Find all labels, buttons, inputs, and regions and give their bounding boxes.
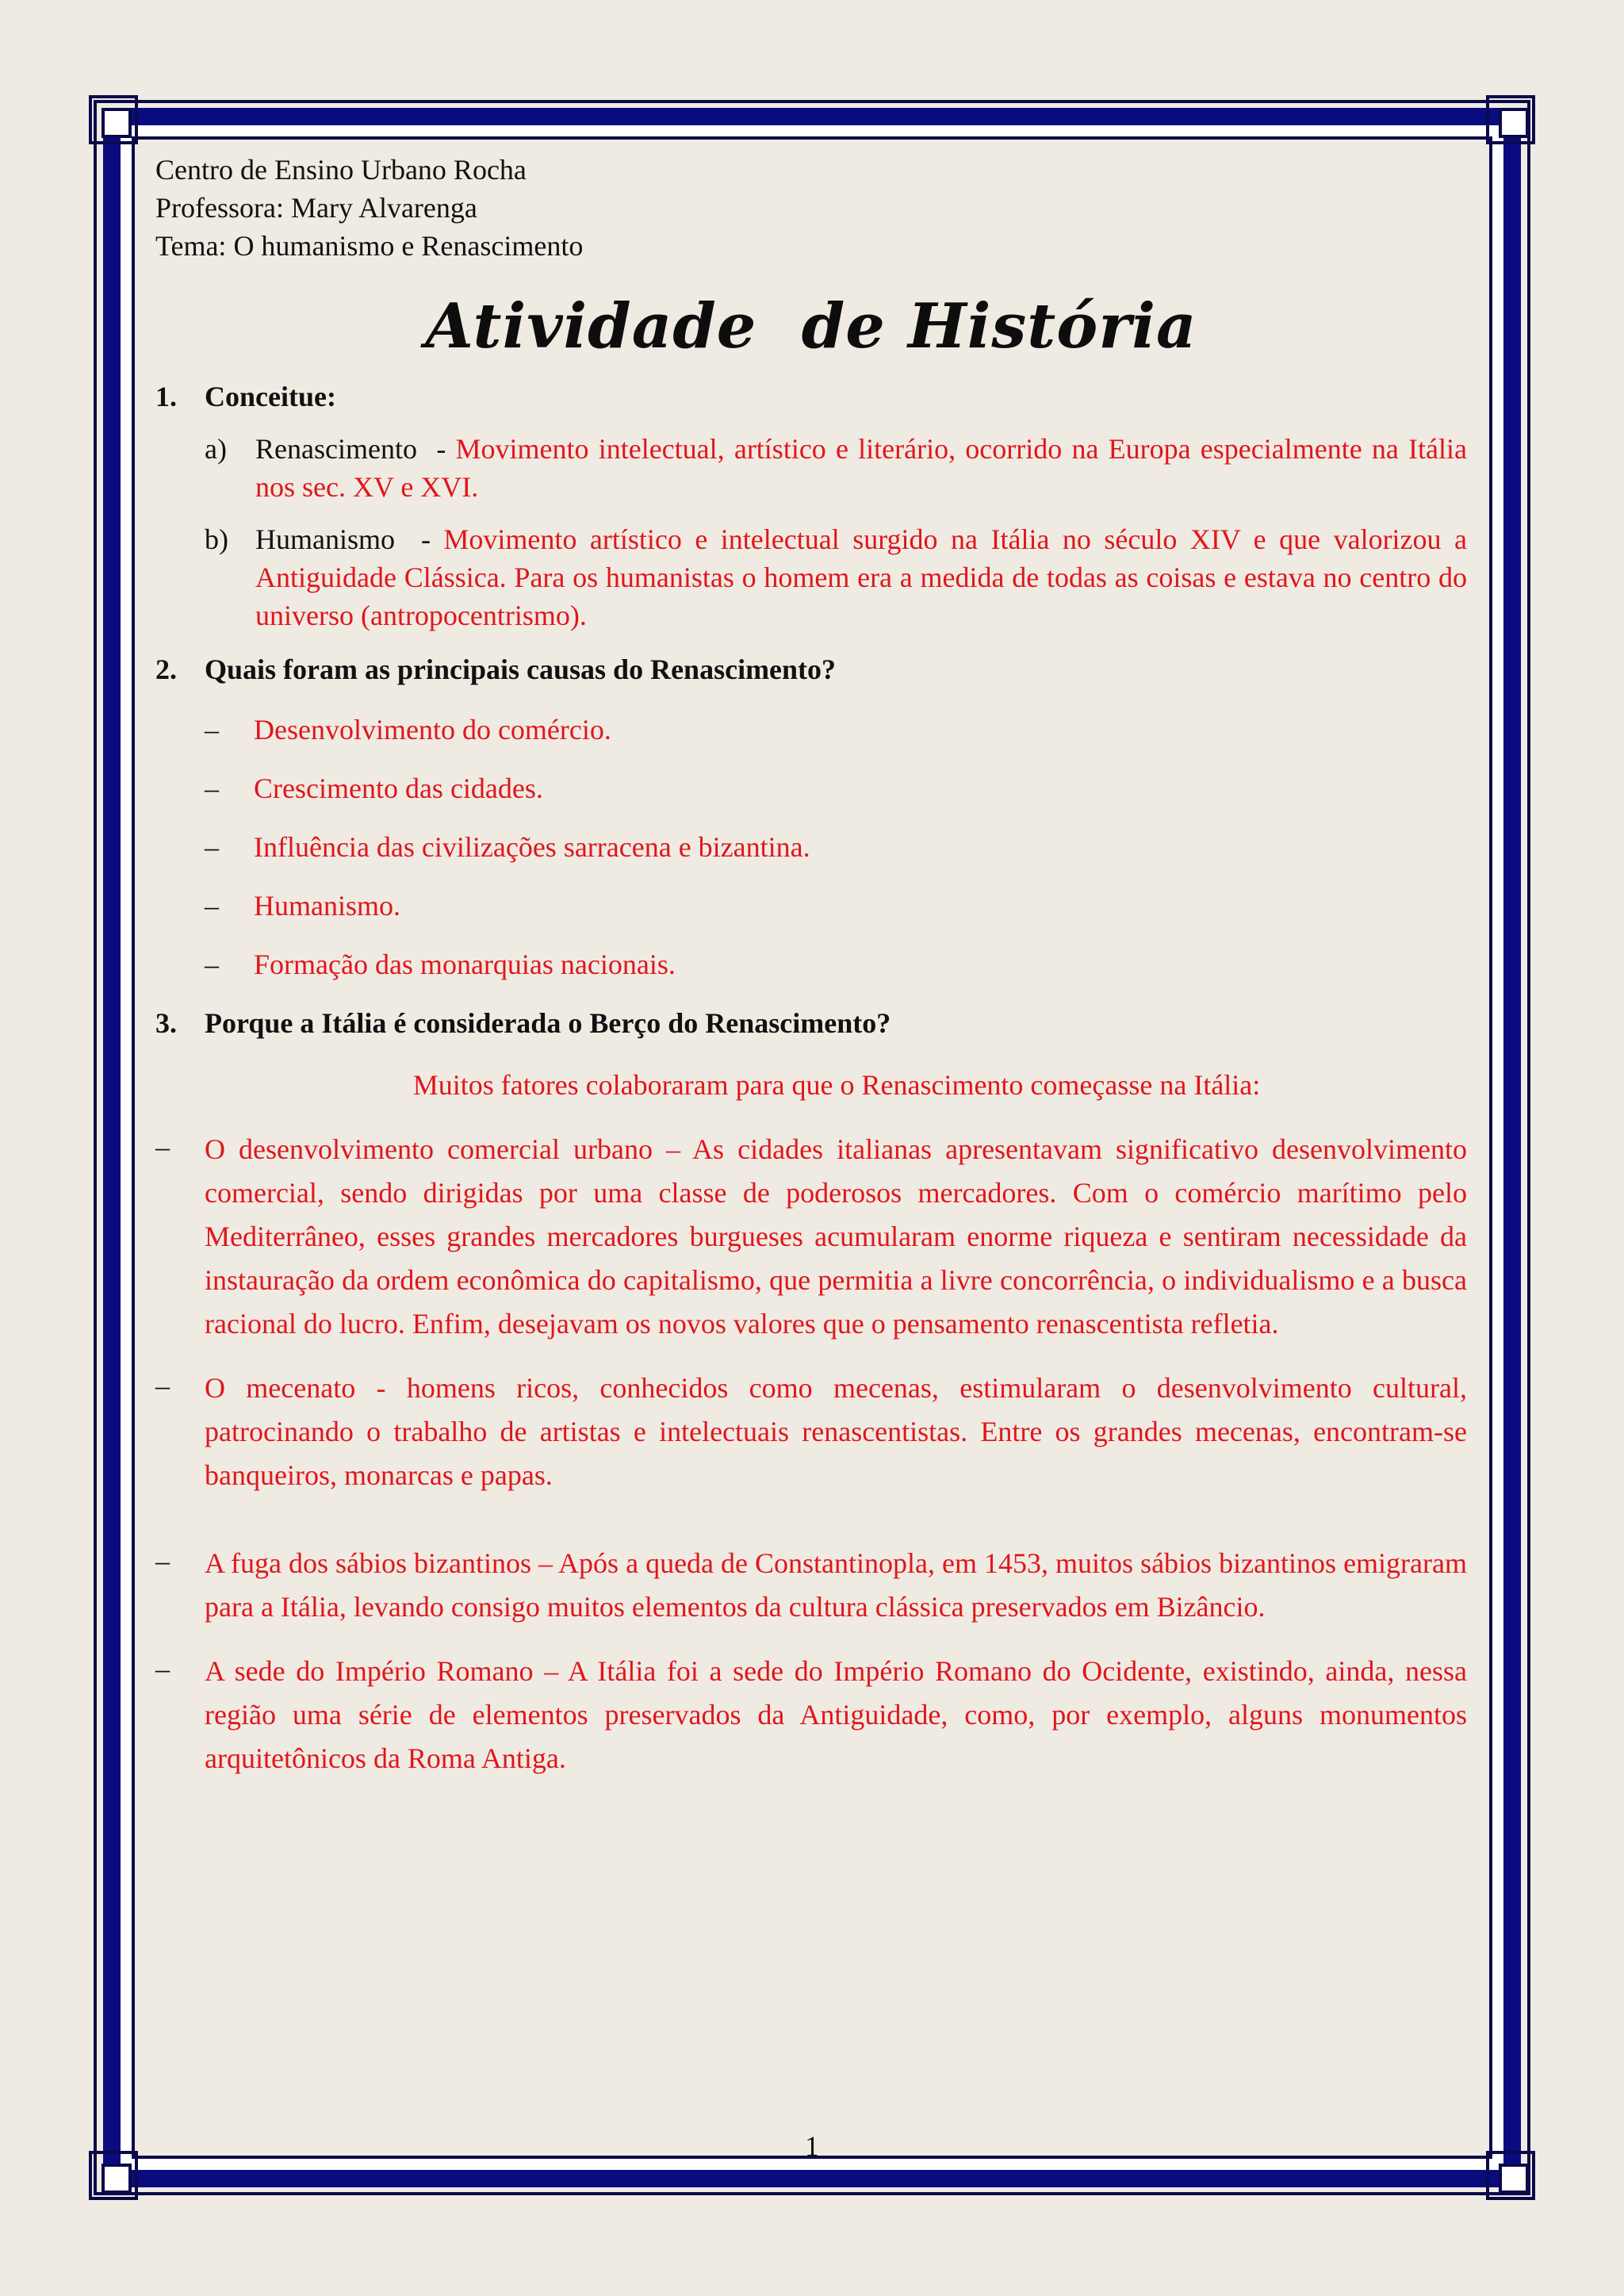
cause-text: Influência das civilizações sarracena e bizantina. [254, 831, 810, 863]
definition-answer: Movimento intelectual, artístico e literário, ocorrido na Europa especialmente na Itália nos sec. XV e XVI. [255, 433, 1468, 503]
question-text: Porque a Itália é considerada o Berço do Renascimento? [205, 1007, 891, 1039]
answer-intro: Muitos fatores colaboraram para que o Renascimento começasse na Itália: [412, 1069, 1261, 1101]
topic: Tema: O humanismo e Renascimento [155, 230, 584, 262]
list-item [155, 945, 1467, 983]
factor-text: O desenvolvimento comercial urbano – As cidades italianas apresentavam significativo desenvolvimento comercial, sendo dirigidas por uma classe de poderosos mercadores. Com o comércio marítimo pelo Mediterrâneo, esses grandes mercadores burgueses acumularam enorme riqueza e sentiram necessidade da instauração da ordem econômica do capitalismo, que permitia a livre concorrência, o individualismo e a busca racional do lucro. Enfim, desejavam os novos valores que o pensamento renascentista refletia. [205, 1133, 1467, 1340]
definition-body [255, 520, 1467, 634]
factor-text: O mecenato - homens ricos, conhecidos como mecenas, estimularam o desenvolvimento cultural, patrocinando o trabalho de artistas e intelectuais renascentistas. Entre os grandes mecenas, encontram-se banqueiros, monarcas e papas. [205, 1372, 1467, 1491]
question-text: Quais foram as principais causas do Renascimento? [205, 654, 837, 685]
dash-bullet: – [155, 1370, 170, 1401]
causes-list [155, 711, 1467, 983]
item-letter: b) [205, 523, 228, 555]
definition-item-renascimento [155, 430, 1467, 506]
factor-text: A sede do Império Romano – A Itália foi a sede do Império Romano do Ocidente, existindo, ainda, nessa região uma série de elementos preservados da Antiguidade, como, por exemplo, alguns monumentos arquitetônicos da Roma Antiga. [205, 1655, 1467, 1774]
list-item [155, 1542, 1467, 1629]
question-3 [155, 1004, 1467, 1042]
question-number: 1. [155, 381, 177, 412]
definition-item-humanismo [155, 520, 1467, 634]
dash-bullet: – [205, 714, 219, 746]
dash-bullet: – [205, 831, 219, 863]
question-text: Conceitue: [205, 381, 336, 412]
corner-ornament-top-left [89, 95, 138, 144]
page-number: 1 [805, 2130, 819, 2162]
question-number: 3. [155, 1007, 177, 1039]
dash-bullet: – [205, 772, 219, 804]
list-item [155, 769, 1467, 807]
list-item [155, 1128, 1467, 1346]
list-item [155, 1366, 1467, 1497]
item-letter: a) [205, 433, 227, 465]
factor-text: A fuga dos sábios bizantinos – Após a queda de Constantinopla, em 1453, muitos sábios bizantinos emigraram para a Itália, levando consigo muitos elementos da cultura clássica preservados em Bizâncio. [205, 1547, 1467, 1623]
document-title: Atividade de História [425, 290, 1197, 362]
list-item [155, 828, 1467, 866]
cause-text: Humanismo. [254, 890, 400, 922]
definition-body [255, 430, 1467, 506]
dash-bullet: – [205, 949, 219, 980]
dash-bullet: – [205, 890, 219, 922]
dash-bullet: – [155, 1545, 170, 1577]
question-1 [155, 378, 1467, 416]
question-number: 2. [155, 654, 177, 685]
cause-text: Desenvolvimento do comércio. [254, 714, 611, 746]
list-item [155, 711, 1467, 749]
dash-bullet: – [155, 1653, 170, 1685]
cause-text: Crescimento das cidades. [254, 772, 543, 804]
list-item [155, 887, 1467, 925]
dash-bullet: – [155, 1131, 170, 1163]
question-2 [155, 650, 1467, 688]
cause-text: Formação das monarquias nacionais. [254, 949, 676, 980]
definition-answer: Movimento artístico e intelectual surgido na Itália no século XIV e que valorizou a Antiguidade Clássica. Para os humanistas o homem era a medida de todas as coisas e estava no centro do universo (antropocentrismo). [255, 523, 1467, 631]
definition-term: Humanismo - [255, 523, 444, 555]
list-item [155, 1650, 1467, 1780]
document-header [155, 151, 1467, 265]
school-name: Centro de Ensino Urbano Rocha [155, 154, 527, 186]
teacher-name: Professora: Mary Alvarenga [155, 192, 477, 224]
definition-term: Renascimento - [255, 433, 456, 465]
corner-ornament-top-right [1486, 95, 1535, 144]
document-content [155, 151, 1467, 1801]
